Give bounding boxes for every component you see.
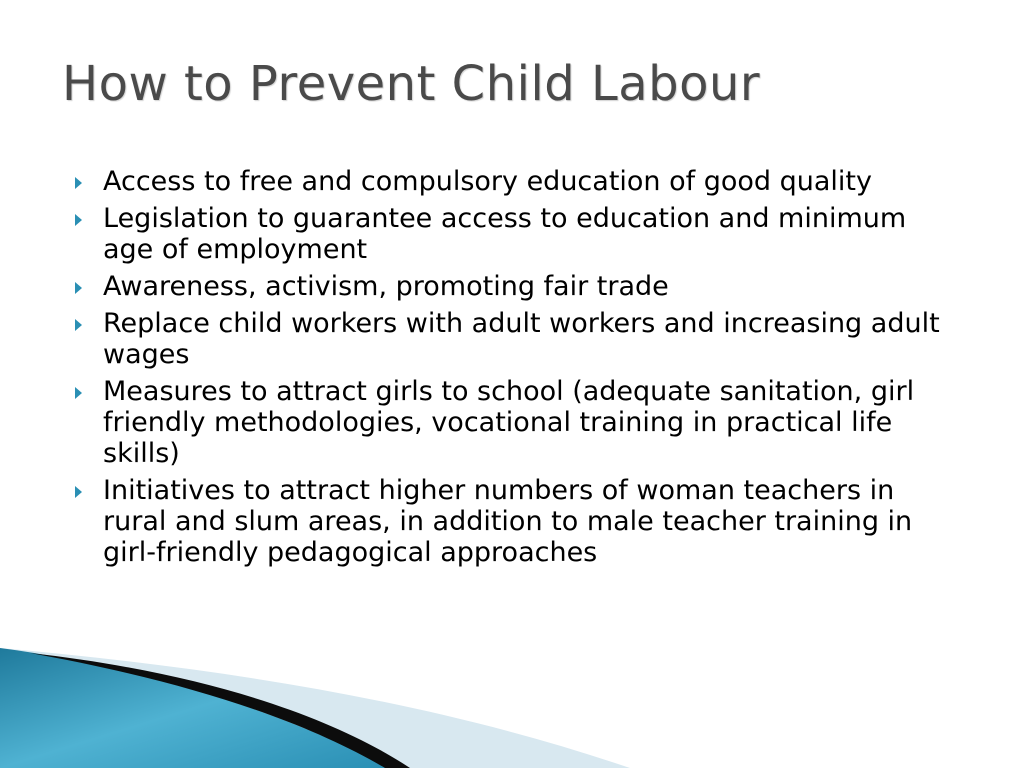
triangle-right-icon bbox=[75, 387, 82, 399]
list-item bbox=[75, 203, 955, 265]
list-item bbox=[75, 376, 955, 469]
triangle-right-icon bbox=[75, 486, 82, 498]
bullet-text: Legislation to guarantee access to education and minimum age of employment bbox=[103, 203, 907, 265]
bullet-text: Initiatives to attract higher numbers of woman teachers in rural and slum areas, in addition to male teacher training in girl-friendly pedagogical approaches bbox=[103, 475, 913, 568]
list-item bbox=[75, 271, 955, 302]
triangle-right-icon bbox=[75, 214, 82, 226]
list-item bbox=[75, 166, 955, 197]
triangle-right-icon bbox=[75, 319, 82, 331]
list-item bbox=[75, 475, 955, 568]
list-item bbox=[75, 308, 955, 370]
page-title: How to Prevent Child Labour bbox=[62, 56, 761, 112]
bullet-text: Measures to attract girls to school (adequate sanitation, girl friendly methodologies, vocational training in practical life skills) bbox=[103, 376, 915, 469]
bullet-list bbox=[75, 166, 955, 574]
bullet-text: Replace child workers with adult workers and increasing adult wages bbox=[103, 308, 940, 370]
triangle-right-icon bbox=[75, 177, 82, 189]
bullet-text: Awareness, activism, promoting fair trade bbox=[103, 271, 669, 302]
bullet-text: Access to free and compulsory education of good quality bbox=[103, 166, 872, 197]
triangle-right-icon bbox=[75, 282, 82, 294]
